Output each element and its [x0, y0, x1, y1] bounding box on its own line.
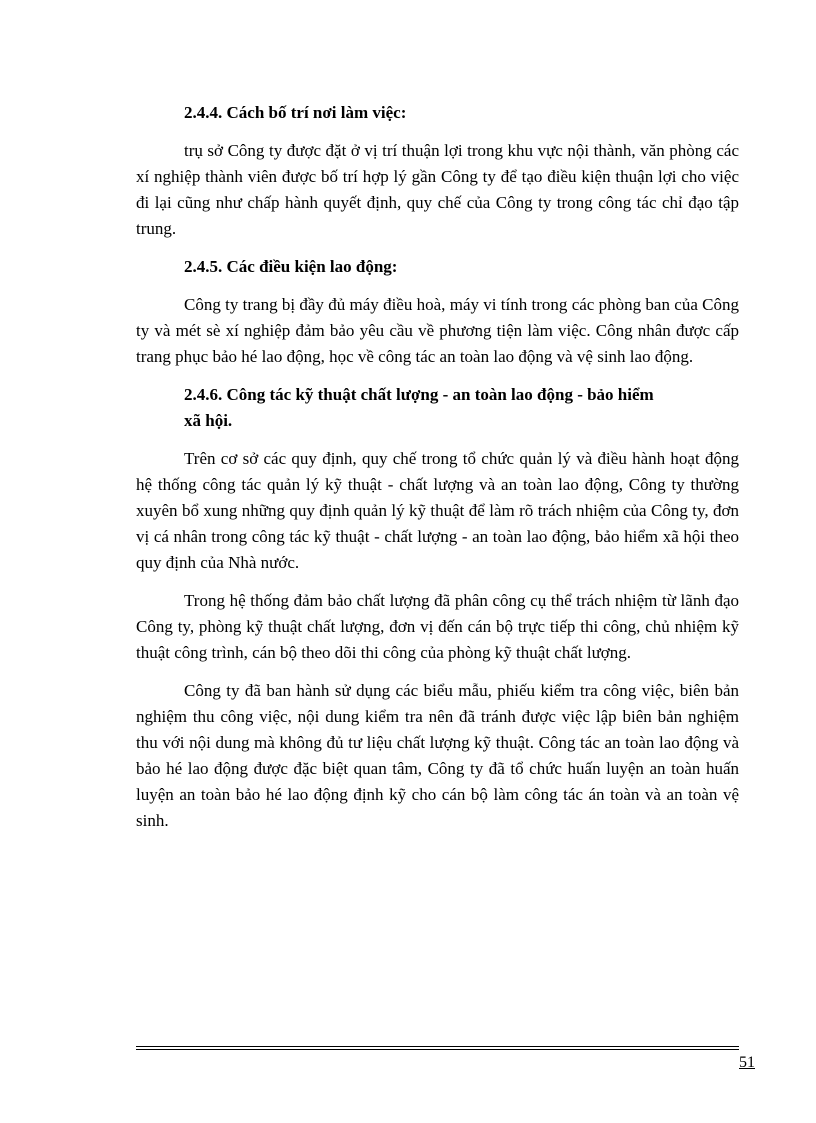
page-number: 51 — [739, 1054, 755, 1071]
footer-rule-bottom — [136, 1049, 739, 1050]
paragraph: Trên cơ sở các quy định, quy chế trong tổ chức quản lý và điều hành hoạt động hệ thống công tác quản lý kỹ thuật - chất lượng và an toàn lao động, Công ty thường xuyên bổ xung những quy định quản lý kỹ thuật để làm rõ trách nhiệm của Công ty, đơn vị cá nhân trong công tác kỹ thuật - chất lượng - an toàn lao động, bảo hiểm xã hội theo quy định của Nhà nước. — [136, 449, 739, 572]
document-body — [136, 100, 739, 846]
section-heading-2-4-6 — [184, 382, 739, 434]
footer-rule-top — [136, 1046, 739, 1047]
section-heading-2-4-4: 2.4.4. Cách bố trí nơi làm việc: — [184, 103, 407, 122]
paragraph: trụ sở Công ty được đặt ở vị trí thuận lợi trong khu vực nội thành, văn phòng các xí nghiệp thành viên được bố trí hợp lý gần Công ty để tạo điều kiện thuận lợi cho việc đi lại cũng như chấp hành quyết định, quy chế của Công ty trong công tác chỉ đạo tập trung. — [136, 141, 739, 238]
section-heading-line-1: 2.4.6. Công tác kỹ thuật chất lượng - an toàn lao động - bảo hiểm — [184, 385, 654, 404]
paragraph: Trong hệ thống đảm bảo chất lượng đã phân công cụ thể trách nhiệm từ lãnh đạo Công ty, phòng kỹ thuật chất lượng, đơn vị đến cán bộ trực tiếp thi công, chủ nhiệm kỹ thuật công trình, cán bộ theo dõi thi công của phòng kỹ thuật chất lượng. — [136, 591, 739, 662]
section-heading-2-4-5: 2.4.5. Các điều kiện lao động: — [184, 257, 398, 276]
section-heading-line-2: xã hội. — [184, 411, 233, 430]
paragraph: Công ty trang bị đầy đủ máy điều hoà, máy vi tính trong các phòng ban của Công ty và mét sè xí nghiệp đảm bảo yêu cầu về phương tiện làm việc. Công nhân được cấp trang phục bảo hé lao động, học về công tác an toàn lao động và vệ sinh lao động. — [136, 295, 739, 366]
paragraph: Công ty đã ban hành sử dụng các biểu mẫu, phiếu kiểm tra công việc, biên bản nghiệm thu công việc, nội dung kiểm tra nên đã tránh được việc lập biên bản nghiệm thu với nội dung mà không đủ tư liệu chất lượng kỹ thuật. Công tác an toàn lao động và bảo hé lao động được đặc biệt quan tâm, Công ty đã tổ chức huấn luyện an toàn huấn luyện an toàn bảo hé lao động định kỹ cho cán bộ làm công tác án toàn và an toàn vệ sinh. — [136, 681, 739, 830]
